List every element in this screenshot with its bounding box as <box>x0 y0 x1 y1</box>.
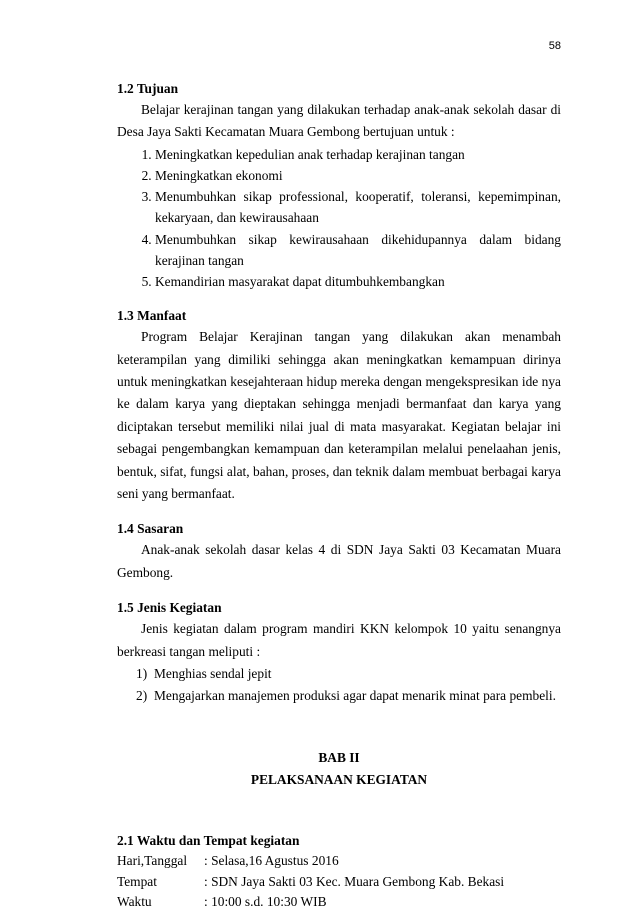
info-label: Waktu <box>117 894 152 910</box>
section-tujuan <box>117 79 561 292</box>
section-body: Anak-anak sekolah dasar kelas 4 di SDN Jaya Sakti 03 Kecamatan Muara Gembong. <box>117 542 561 580</box>
section-jenis-kegiatan <box>117 598 561 707</box>
info-value: : Selasa,16 Agustus 2016 <box>204 853 339 869</box>
info-row-date <box>117 851 561 872</box>
kegiatan-list <box>117 663 561 707</box>
section-intro: Belajar kerajinan tangan yang dilakukan terhadap anak-anak sekolah dasar di Desa Jaya Sakti Kecamatan Muara Gembong bertujuan untuk : <box>117 102 561 140</box>
section-body: Program Belajar Kerajinan tangan yang dilakukan akan menambah keterampilan yang dimiliki sehingga akan meningkatkan kemampuan dirinya untuk meningkatkan kesejahteraan hidup mereka dengan mengekspresikan ide nya ke dalam karya yang dieptakan sehingga menjadi bermanfaat dan karya yang diciptakan tersebut memiliki nilai jual di mata masyarakat. Kegiatan belajar ini sebagai pengembangkan kemampuan dan keterampilan melalui penelaahan jenis, bentuk, sifat, fungsi alat, bahan, proses, dan teknik dalam membuat berbagai karya seni yang bermanfaat. <box>117 329 561 502</box>
chapter-heading <box>117 747 561 791</box>
chapter-title: BAB II <box>318 750 360 766</box>
chapter-subtitle: PELAKSANAAN KEGIATAN <box>250 772 428 788</box>
info-value: : SDN Jaya Sakti 03 Kec. Muara Gembong Kab. Bekasi <box>204 873 505 889</box>
list-marker: 1) <box>136 666 148 682</box>
section-sasaran <box>117 519 561 584</box>
list-marker: 2) <box>136 688 148 704</box>
tujuan-list <box>117 144 561 292</box>
list-item: 4. Menumbuhkan sikap kewirausahaan dikehidupannya dalam bidang kerajinan tangan <box>155 229 561 271</box>
section-heading: 1.5 Jenis Kegiatan <box>117 600 222 616</box>
list-item <box>136 685 561 707</box>
section-heading: 1.3 Manfaat <box>117 308 187 324</box>
info-row-place <box>117 872 561 893</box>
info-label: Tempat <box>117 873 157 889</box>
list-item: 2. Meningkatkan ekonomi <box>155 165 561 186</box>
section-manfaat <box>117 306 561 505</box>
page-content <box>117 79 561 913</box>
page-number: 58 <box>548 40 561 52</box>
list-item: 5. Kemandirian masyarakat dapat ditumbuhkembangkan <box>155 271 561 292</box>
section-heading: 1.2 Tujuan <box>117 81 179 96</box>
section-body: Jenis kegiatan dalam program mandiri KKN kelompok 10 yaitu senangnya berkreasi tangan meliputi : <box>117 621 561 659</box>
info-value: : 10:00 s.d. 10:30 WIB <box>204 894 327 910</box>
list-item: 1. Meningkatkan kepedulian anak terhadap kerajinan tangan <box>155 144 561 165</box>
list-item: 3. Menumbuhkan sikap professional, kooperatif, toleransi, kepemimpinan, kekaryaan, dan kewirausahaan <box>155 186 561 228</box>
list-item-text: Menghias sendal jepit <box>154 666 272 682</box>
section-waktu-tempat <box>117 831 561 913</box>
list-item-text: Mengajarkan manajemen produksi agar dapat menarik minat para pembeli. <box>154 688 556 704</box>
info-row-time <box>117 892 561 913</box>
list-item <box>136 663 561 685</box>
info-label: Hari,Tanggal <box>117 853 188 869</box>
section-heading: 1.4 Sasaran <box>117 521 184 537</box>
section-heading: 2.1 Waktu dan Tempat kegiatan <box>117 833 300 849</box>
